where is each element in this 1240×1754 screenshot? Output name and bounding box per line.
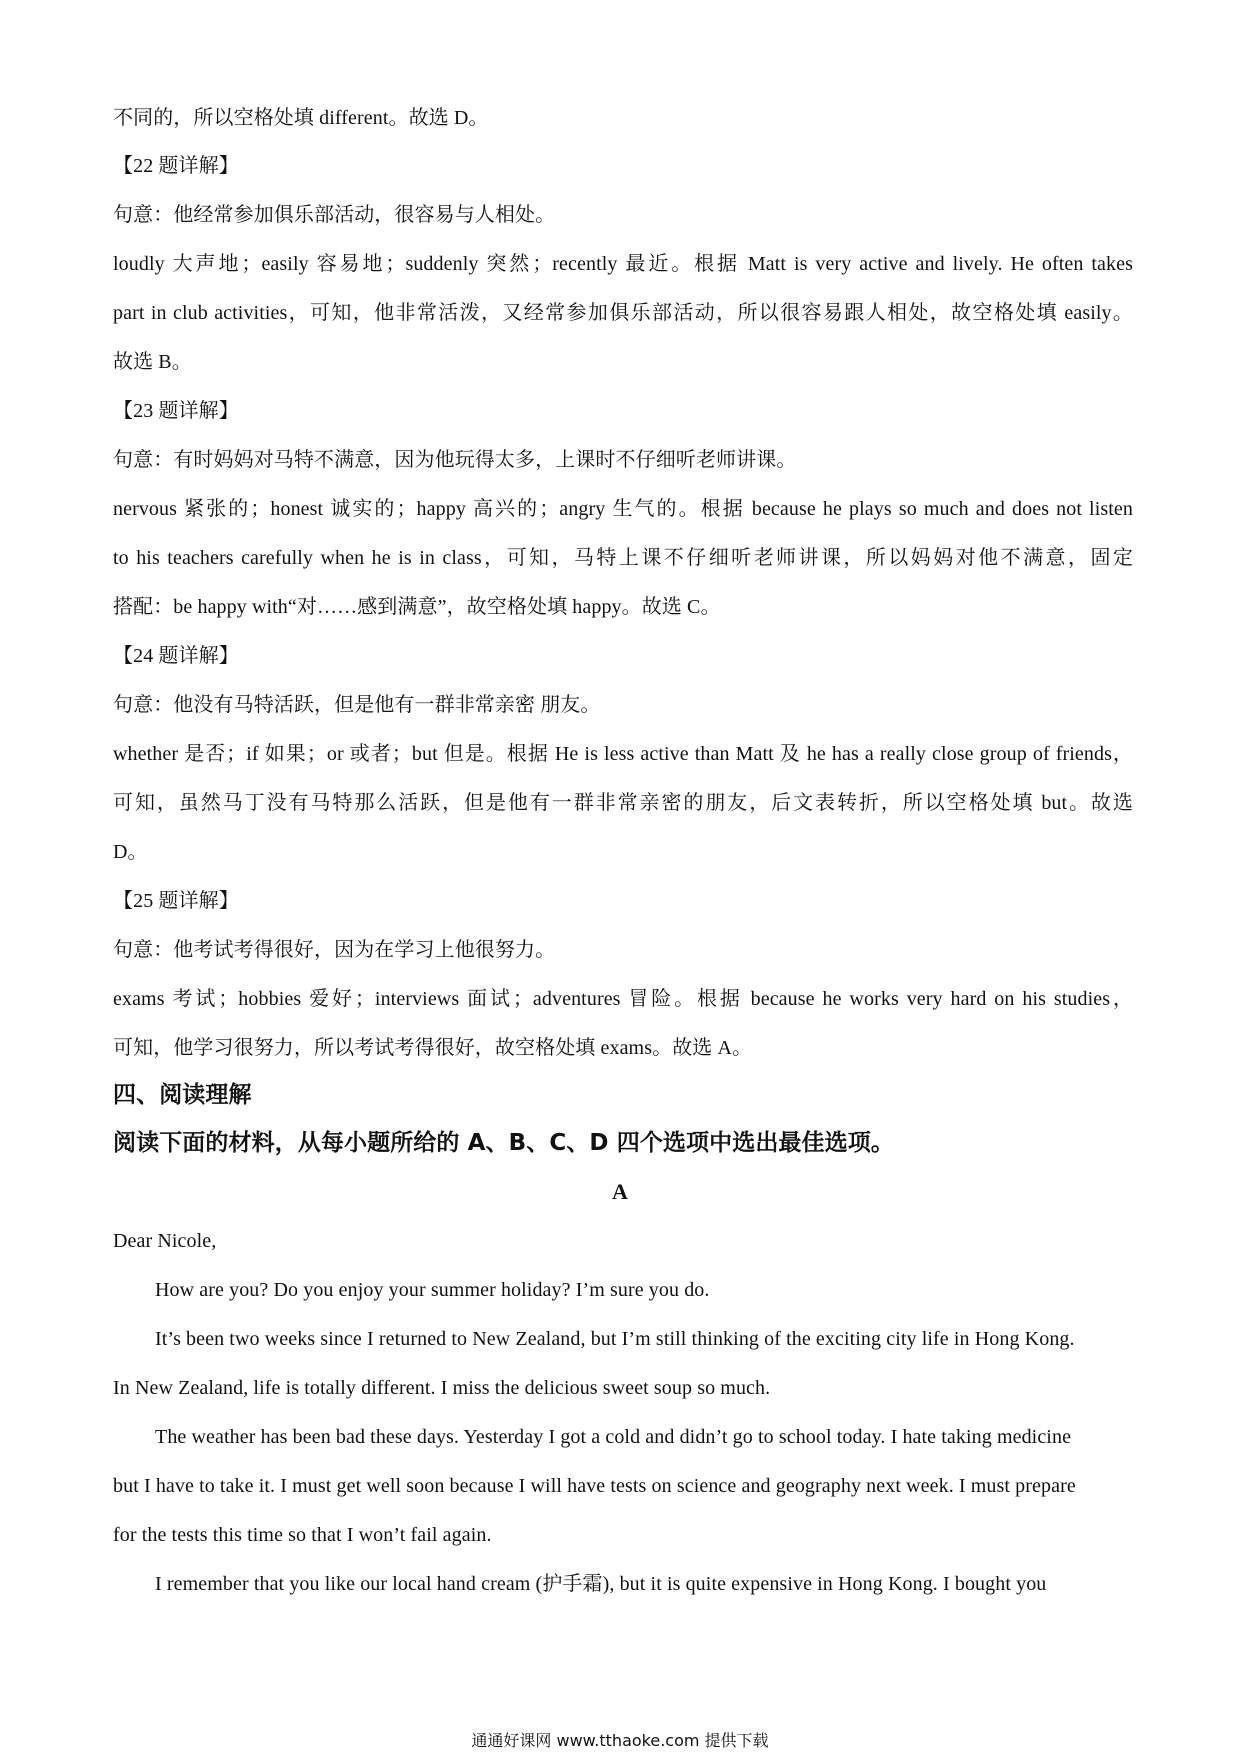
text-line: 搭配：be happy with“对……感到满意”，故空格处填 happy。故选 C。 [113,596,721,618]
section-instruction: 阅读下面的材料，从每小题所给的 A、B、C、D 四个选项中选出最佳选项。 [113,1130,894,1156]
text-line: loudly 大声地；easily 容易地；suddenly 突然；recently 最近。根据 Matt is very active and lively. He often takes [113,253,1133,275]
text-line: 句意：他没有马特活跃，但是他有一群非常亲密 朋友。 [113,694,601,716]
letter-line: In New Zealand, life is totally different. I miss the delicious sweet soup so much. [113,1377,771,1399]
letter-line: but I have to take it. I must get well soon because I will have tests on science and geography next week. I must prepare [113,1475,1076,1497]
text-line: 故选 B。 [113,351,192,373]
letter-line: It’s been two weeks since I returned to New Zealand, but I’m still thinking of the exciting city life in Hong Kong. [155,1328,1075,1350]
section-title: 四、阅读理解 [113,1082,252,1108]
passage-label: A [612,1179,628,1204]
text-line: nervous 紧张的；honest 诚实的；happy 高兴的；angry 生气的。根据 because he plays so much and does not listen [113,498,1133,520]
question-24-heading: 【24 题详解】 [113,645,239,667]
text-line: D。 [113,841,148,863]
text-line: exams 考试；hobbies 爱好；interviews 面试；adventures 冒险。根据 because he works very hard on his studies， [113,988,1133,1010]
text-line: 句意：他考试考得很好，因为在学习上他很努力。 [113,939,556,961]
text-line: whether 是否；if 如果；or 或者；but 但是。根据 He is less active than Matt 及 he has a really close group of friends， [113,743,1133,765]
text-line: part in club activities，可知，他非常活泼，又经常参加俱乐部活动，所以很容易跟人相处，故空格处填 easily。 [113,302,1133,324]
text-line: 可知，他学习很努力，所以考试考得很好，故空格处填 exams。故选 A。 [113,1037,753,1059]
letter-line: for the tests this time so that I won’t fail again. [113,1524,492,1546]
letter-salutation: Dear Nicole, [113,1230,217,1252]
page-footer: 通通好课网 www.tthaoke.com 提供下载 [471,1731,769,1750]
question-25-heading: 【25 题详解】 [113,890,239,912]
question-22-heading: 【22 题详解】 [113,155,239,177]
text-line: 句意：他经常参加俱乐部活动，很容易与人相处。 [113,204,556,226]
text-line: 可知，虽然马丁没有马特那么活跃，但是他有一群非常亲密的朋友，后文表转折，所以空格处填 but。故选 [113,792,1133,814]
text-line: 不同的，所以空格处填 different。故选 D。 [113,107,489,129]
letter-line: I remember that you like our local hand cream (护手霜), but it is quite expensive in Hong Kong. I bought you [155,1573,1047,1595]
text-line: 句意：有时妈妈对马特不满意，因为他玩得太多，上课时不仔细听老师讲课。 [113,449,797,471]
letter-line: The weather has been bad these days. Yesterday I got a cold and didn’t go to school today. I hate taking medicine [155,1426,1072,1448]
question-23-heading: 【23 题详解】 [113,400,239,422]
letter-line: How are you? Do you enjoy your summer holiday? I’m sure you do. [155,1279,710,1301]
text-line: to his teachers carefully when he is in class，可知，马特上课不仔细听老师讲课，所以妈妈对他不满意，固定 [113,547,1133,569]
